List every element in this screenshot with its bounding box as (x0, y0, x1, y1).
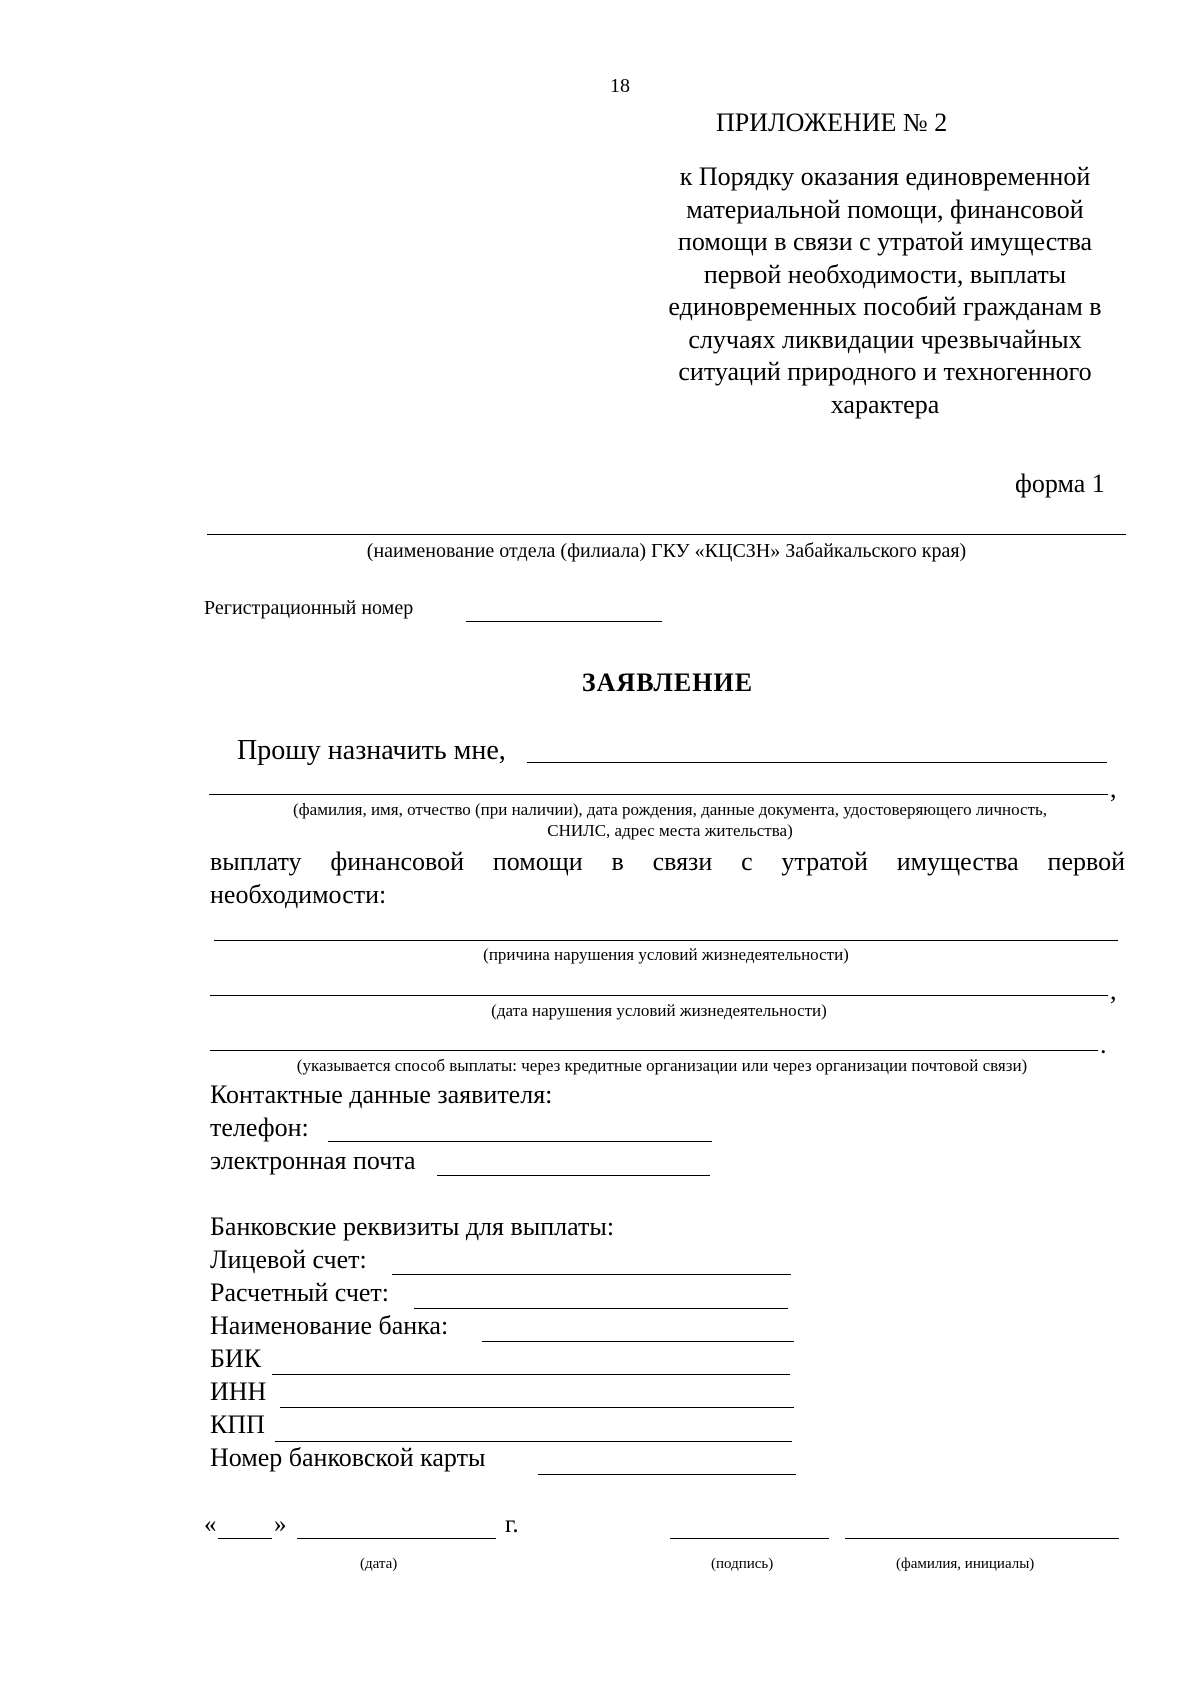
contacts-title: Контактные данные заявителя: (210, 1080, 553, 1109)
date-caption: (дата нарушения условий жизнедеятельности) (491, 1001, 827, 1020)
document-heading: ЗАЯВЛЕНИЕ (581, 668, 754, 697)
request-text: Прошу назначить мне, (237, 735, 506, 766)
appendix-title: ПРИЛОЖЕНИЕ № 2 (716, 108, 948, 137)
kpp-label: КПП (210, 1410, 265, 1439)
email-label: электронная почта (210, 1146, 416, 1175)
bik-label: БИК (210, 1344, 262, 1373)
bik-field[interactable] (272, 1374, 790, 1375)
department-line[interactable] (207, 534, 1126, 535)
period: . (1100, 1030, 1107, 1059)
email-field[interactable] (437, 1175, 710, 1176)
applicant-field-line-2[interactable] (209, 794, 1108, 795)
bank-name-label: Наименование банка: (210, 1311, 449, 1340)
date-field-caption: (дата) (360, 1556, 398, 1572)
name-caption: (фамилия, инициалы) (896, 1556, 1035, 1572)
appendix-line: характера (830, 389, 940, 419)
appendix-description (600, 161, 1170, 421)
account-field[interactable] (392, 1274, 791, 1275)
settlement-account-label: Расчетный счет: (210, 1278, 390, 1307)
comma: , (1110, 774, 1117, 803)
appendix-line: первой необходимости, выплаты (703, 259, 1067, 289)
applicant-caption-1: (фамилия, имя, отчество (при наличии), дата рождения, данные документа, удостоверяющего личность, (292, 800, 1048, 819)
appendix-line: ситуаций природного и техногенного (678, 357, 1092, 386)
registration-number-field[interactable] (466, 621, 662, 622)
payment-text-line-2: необходимости: (210, 880, 387, 909)
card-number-label: Номер банковской карты (210, 1443, 486, 1472)
bank-title: Банковские реквизиты для выплаты: (210, 1212, 615, 1241)
account-label: Лицевой счет: (210, 1245, 367, 1274)
payment-text-line-1: выплату финансовой помощи в связи с утратой имущества первой (210, 847, 1125, 876)
kpp-field[interactable] (275, 1441, 792, 1442)
appendix-line: материальной помощи, финансовой (686, 194, 1084, 224)
department-caption: (наименование отдела (филиала) ГКУ «КЦСЗН» Забайкальского края) (366, 540, 967, 562)
appendix-line: случаях ликвидации чрезвычайных (688, 324, 1082, 354)
appendix-line: единовременных пособий гражданам в (668, 292, 1102, 321)
year-suffix: г. (505, 1511, 519, 1538)
open-quote: « (204, 1511, 217, 1538)
card-number-field[interactable] (538, 1474, 796, 1475)
appendix-line: к Порядку оказания единовременной (679, 162, 1091, 191)
name-initials-field[interactable] (845, 1538, 1119, 1539)
month-field[interactable] (297, 1538, 496, 1539)
settlement-account-field[interactable] (414, 1308, 788, 1309)
close-quote: » (274, 1511, 287, 1538)
signature-field[interactable] (670, 1538, 829, 1539)
reason-field[interactable] (214, 940, 1118, 941)
inn-field[interactable] (280, 1407, 794, 1408)
phone-field[interactable] (328, 1141, 712, 1142)
signature-caption: (подпись) (711, 1556, 774, 1572)
appendix-line: помощи в связи с утратой имущества (677, 227, 1093, 256)
applicant-caption-2: СНИЛС, адрес места жительства) (547, 821, 793, 840)
date-of-violation-field[interactable] (210, 995, 1108, 996)
day-field[interactable] (218, 1538, 272, 1539)
comma: , (1110, 976, 1117, 1005)
reason-caption: (причина нарушения условий жизнедеятельности) (483, 945, 849, 964)
payment-method-field[interactable] (210, 1050, 1098, 1051)
phone-label: телефон: (210, 1113, 309, 1142)
inn-label: ИНН (210, 1377, 267, 1406)
method-caption: (указывается способ выплаты: через кредитные организации или через организации почтовой связи) (296, 1056, 1028, 1075)
registration-label: Регистрационный номер (204, 597, 414, 619)
applicant-field-line-1[interactable] (527, 762, 1107, 763)
bank-name-field[interactable] (482, 1341, 794, 1342)
page-number: 18 (610, 75, 630, 97)
form-label: форма 1 (1015, 469, 1105, 498)
